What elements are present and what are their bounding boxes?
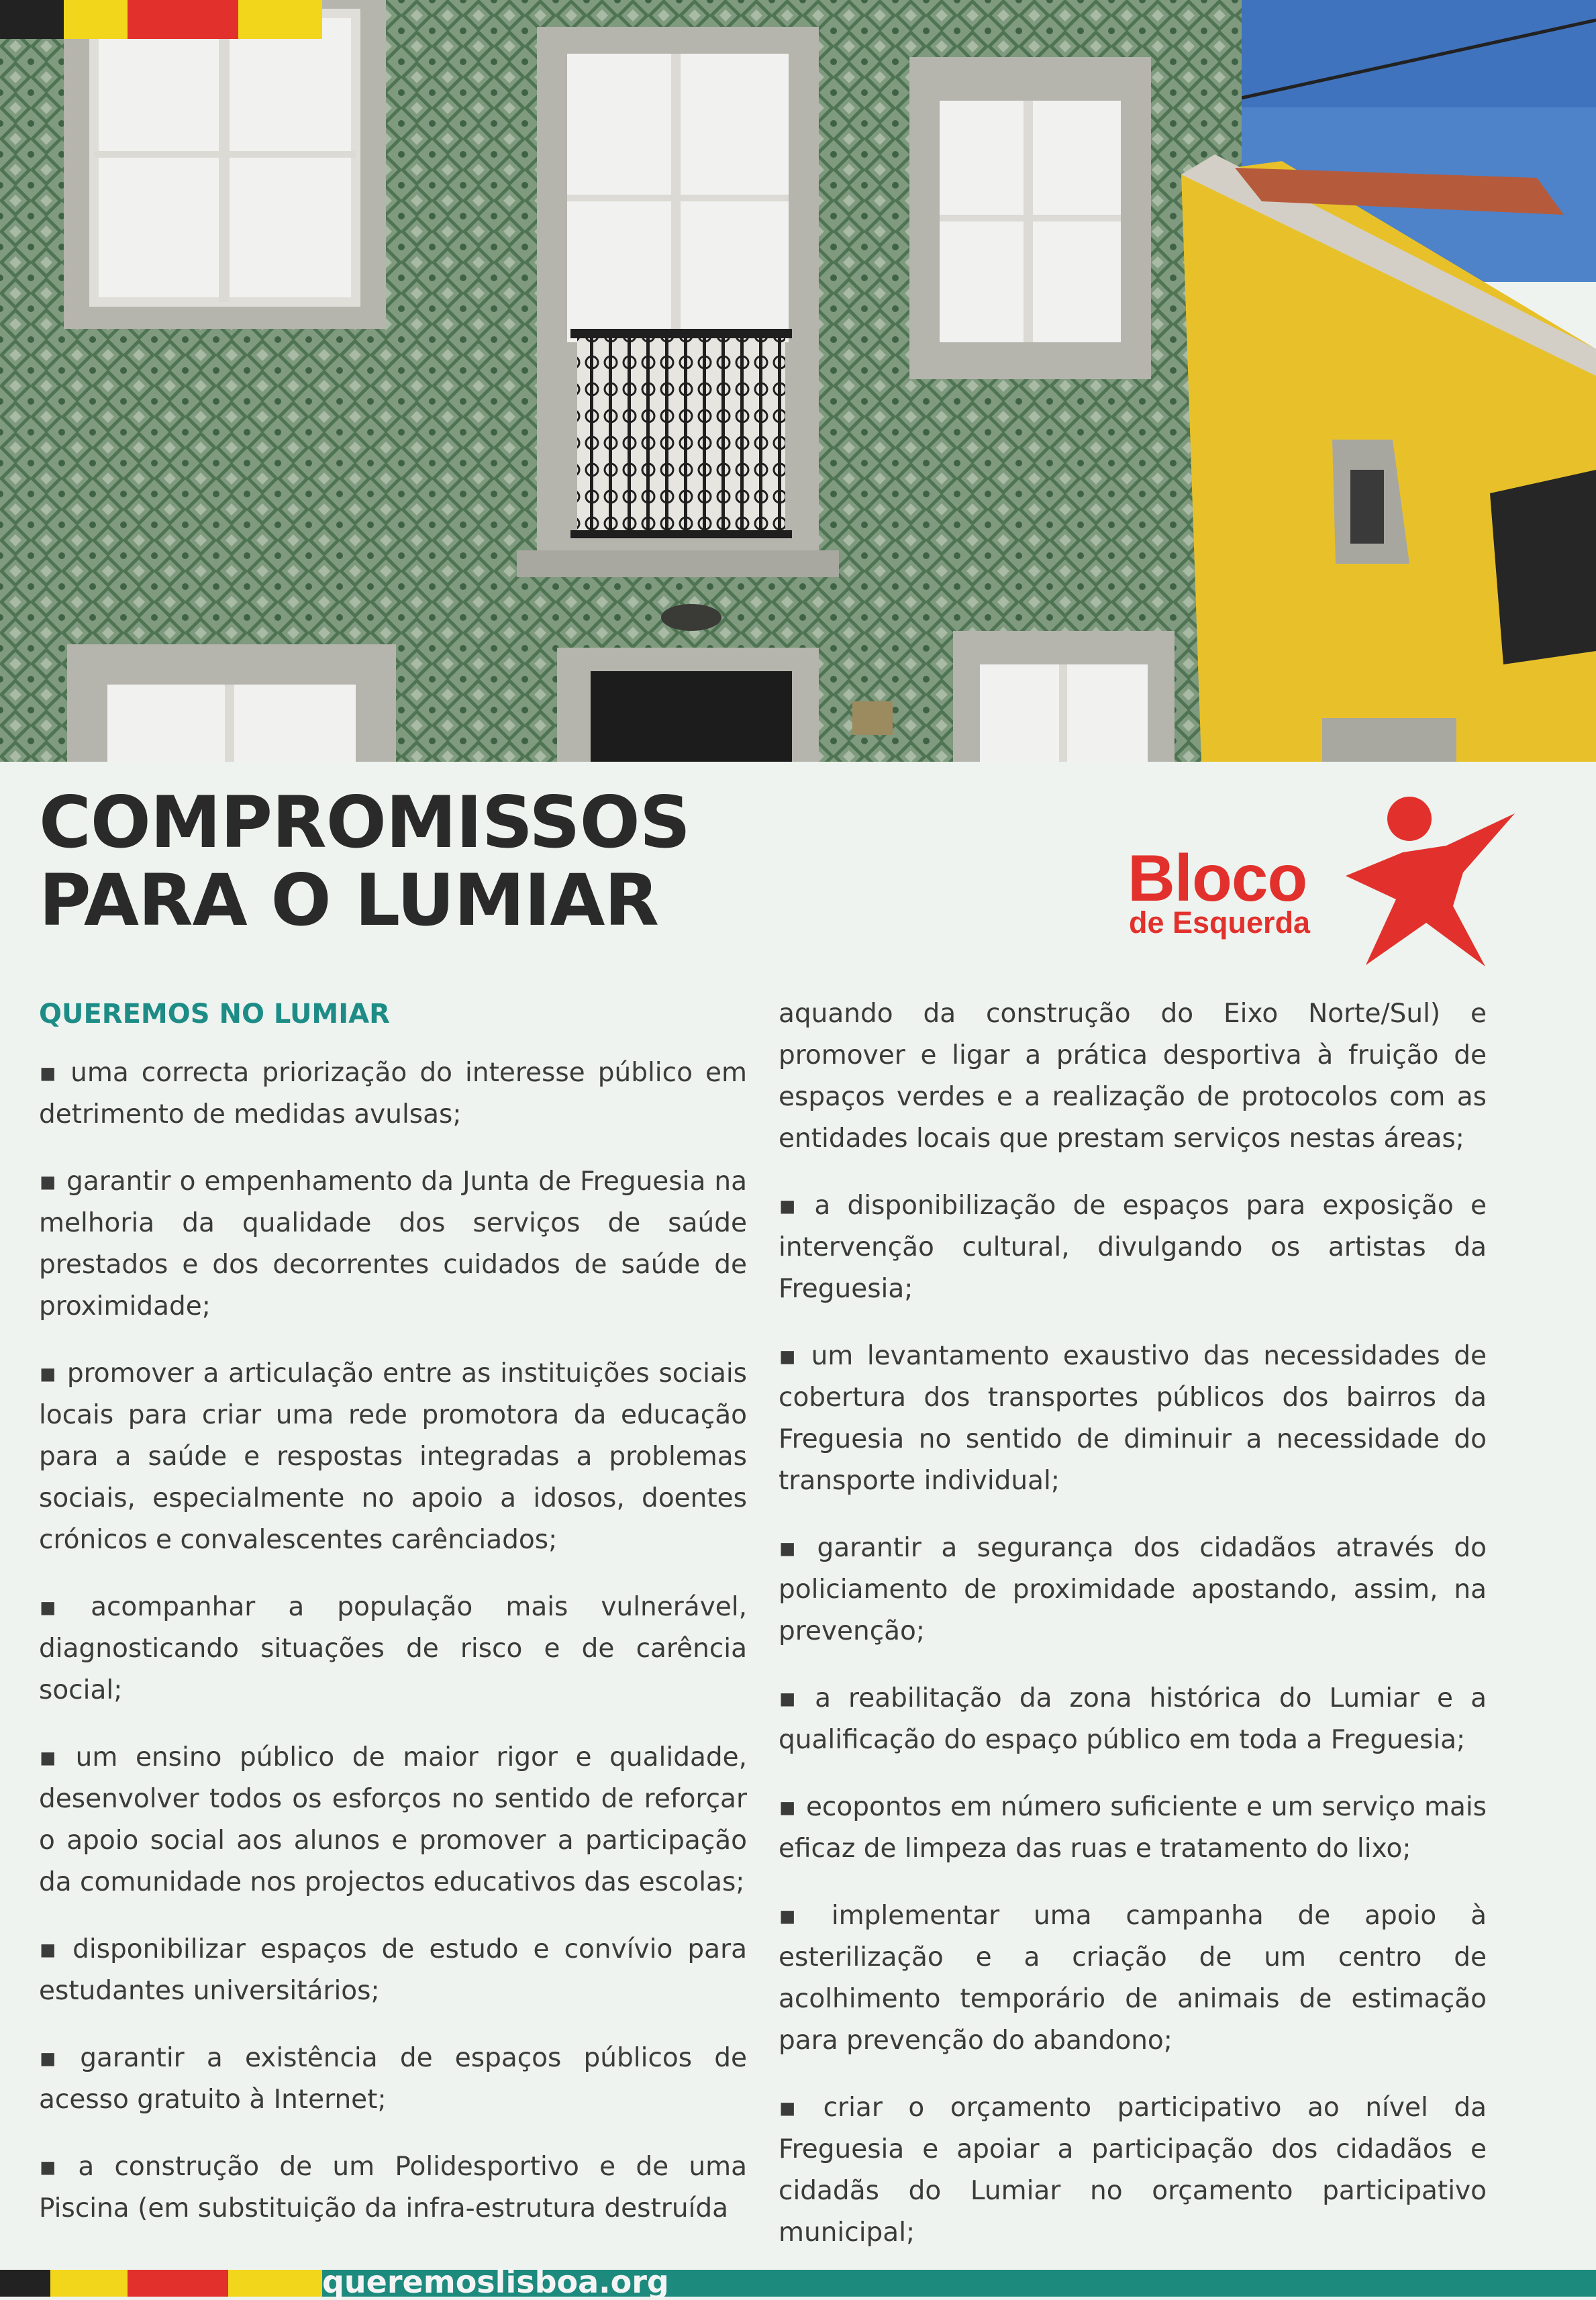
bullet-icon: ▪: [779, 2093, 814, 2123]
top-color-stripe: [0, 0, 322, 39]
bullet-icon: ▪: [39, 1358, 58, 1389]
list-item: [39, 1737, 747, 1903]
title-line-1: COMPROMISSOS: [39, 781, 691, 864]
title-line-2: PARA O LUMIAR: [39, 859, 658, 942]
list-item: [779, 1787, 1487, 1870]
list-item: [39, 2146, 747, 2230]
list-item: [39, 1052, 747, 1136]
left-item-list: [39, 1052, 747, 2230]
list-item-text: um ensino público de maior rigor e qualidade, desenvolver todos os esforços no sentido de reforçar o apoio social aos alunos e promover a participação da comunidade nos projectos educativos das escolas;: [39, 1742, 747, 1897]
list-item-text: um levantamento exaustivo das necessidades de cobertura dos transportes públicos dos bairros da Freguesia no sentido de diminuir a necessidade do transporte individual;: [779, 1341, 1487, 1496]
list-item-text: ecopontos em número suficiente e um serviço mais eficaz de limpeza das ruas e tratamento do lixo;: [779, 1792, 1487, 1864]
bloco-logo: [1114, 792, 1517, 973]
list-item-text: promover a articulação entre as instituições sociais locais para criar uma rede promotora da educação para a saúde e respostas integradas a problemas sociais, especialmente no apoio a idosos, doentes crónicos e convalescentes carênciados;: [39, 1358, 748, 1555]
page-title: [39, 781, 911, 942]
bullet-icon: ▪: [779, 1341, 802, 1371]
list-item-text: acompanhar a população mais vulnerável, diagnosticando situações de risco e de carência social;: [39, 1592, 747, 1705]
footer-website-link[interactable]: queremoslisboa.org: [322, 2264, 669, 2300]
list-item-text: a disponibilização de espaços para exposição e intervenção cultural, divulgando os artistas da Freguesia;: [779, 1191, 1487, 1304]
list-item-text: garantir a existência de espaços públicos de acesso gratuito à Internet;: [39, 2043, 747, 2115]
star-figure-icon: [1339, 792, 1517, 973]
right-item-list: [779, 1185, 1487, 2254]
continued-paragraph: aquando da construção do Eixo Norte/Sul) e promover e ligar a prática desportiva à fruição de espaços verdes e a realização de protocolos com as entidades locais que prestam serviços nestas áreas;: [779, 999, 1487, 1154]
logo-text-sub: de Esquerda: [1129, 905, 1311, 940]
bullet-icon: ▪: [779, 1901, 822, 1931]
list-item-text: criar o orçamento participativo ao nível da Freguesia e apoiar a participação dos cidadãos e cidadãs do Lumiar no orçamento participativo municipal;: [779, 2093, 1487, 2248]
right-column: [779, 993, 1487, 2279]
section-heading: QUEREMOS NO LUMIAR: [39, 999, 390, 1030]
list-item: [39, 1353, 747, 1561]
list-item: [39, 1929, 747, 2012]
bullet-icon: ▪: [39, 1742, 66, 1772]
bullet-icon: ▪: [779, 1191, 805, 1221]
bullet-icon: ▪: [39, 1592, 82, 1622]
list-item: [779, 1895, 1487, 2062]
left-column: [39, 993, 747, 2255]
list-item-text: implementar uma campanha de apoio à esterilização e a criação de um centro de acolhimento temporário de animais de estimação para prevenção do abandono;: [779, 1901, 1487, 2056]
bullet-icon: ▪: [39, 1058, 62, 1088]
list-item-text: a construção de um Polidesportivo e de uma Piscina (em substituição da infra-estrutura destruída: [39, 2152, 747, 2223]
bullet-icon: ▪: [39, 1166, 58, 1197]
header-photo: [0, 0, 1596, 762]
list-item-text: a reabilitação da zona histórica do Lumiar e a qualificação do espaço público em toda a Freguesia;: [779, 1683, 1487, 1755]
bullet-icon: ▪: [779, 1683, 806, 1713]
list-item: [779, 1185, 1487, 1310]
list-item: [779, 1336, 1487, 1502]
bullet-icon: ▪: [39, 2152, 69, 2182]
list-item-text: disponibilizar espaços de estudo e convívio para estudantes universitários;: [39, 1934, 748, 2006]
bottom-color-stripe: [0, 2270, 322, 2297]
list-item-text: garantir a segurança dos cidadãos através do policiamento de proximidade apostando, assim, na prevenção;: [779, 1533, 1487, 1646]
list-item: [779, 1528, 1487, 1652]
logo-text-main: Bloco: [1128, 841, 1307, 915]
bullet-icon: ▪: [39, 1934, 64, 1964]
bullet-icon: ▪: [779, 1533, 808, 1563]
bullet-icon: ▪: [39, 2043, 71, 2073]
list-item: [779, 2087, 1487, 2254]
list-item: [39, 1587, 747, 1711]
list-item: [39, 1161, 747, 1328]
list-item-text: garantir o empenhamento da Junta de Freguesia na melhoria da qualidade dos serviços de saúde prestados e dos decorrentes cuidados de saúde de proximidade;: [39, 1166, 748, 1321]
list-item-text: uma correcta priorização do interesse público em detrimento de medidas avulsas;: [39, 1058, 747, 1130]
list-item: [39, 2038, 747, 2121]
list-item: [779, 1678, 1487, 1761]
bullet-icon: ▪: [779, 1792, 797, 1822]
